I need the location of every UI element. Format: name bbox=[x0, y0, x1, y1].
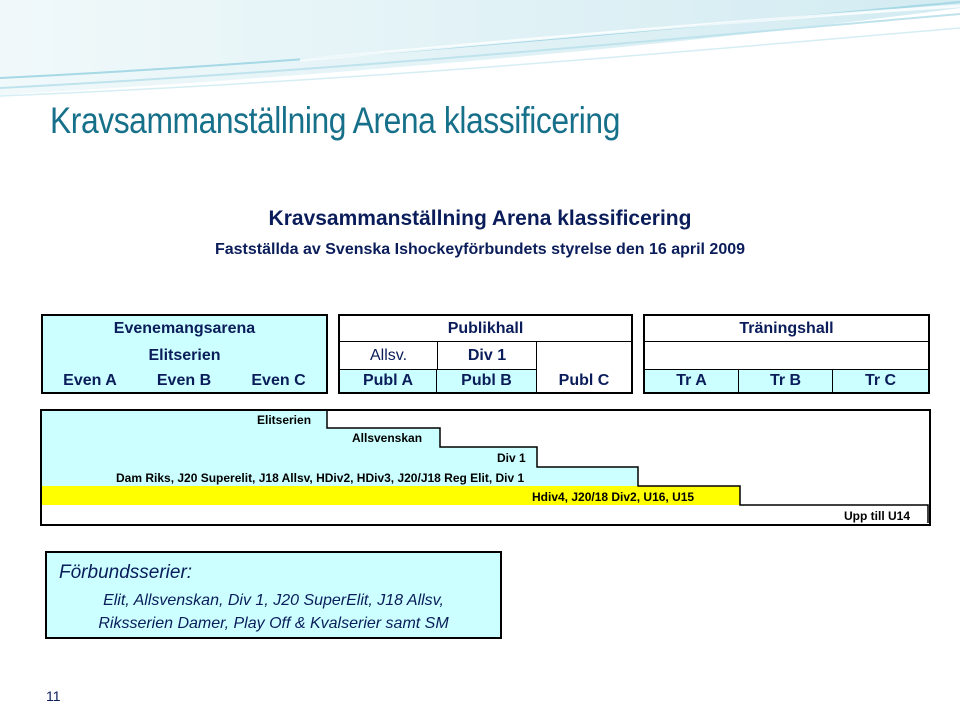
document-subtitle: Fastställda av Svenska Ishockeyförbundets styrelse den 16 april 2009 bbox=[214, 241, 746, 258]
forbundsserier-box bbox=[45, 551, 502, 639]
cell-publ-a: Publ A bbox=[340, 369, 437, 392]
traningshall-table bbox=[643, 314, 930, 394]
publikhall-div1: Div 1 bbox=[437, 342, 537, 369]
forbundsserier-title: Förbundsserier: bbox=[59, 562, 193, 583]
publikhall-allsv: Allsv. bbox=[340, 342, 437, 369]
cell-even-b: Even B bbox=[137, 369, 231, 392]
cell-even-c: Even C bbox=[231, 369, 326, 392]
ladder-div1: Div 1 bbox=[497, 451, 526, 465]
series-ladder bbox=[40, 409, 931, 527]
publikhall-header: Publikhall bbox=[340, 316, 631, 342]
cell-publ-c: Publ C bbox=[537, 369, 631, 392]
publikhall-table bbox=[338, 314, 633, 394]
forbundsserier-line-1: Elit, Allsvenskan, Div 1, J20 SuperElit, J18 Allsv, bbox=[103, 592, 444, 609]
forbundsserier-line-2: Riksserien Damer, Play Off & Kvalserier samt SM bbox=[98, 615, 449, 632]
cell-publ-b: Publ B bbox=[437, 369, 537, 392]
ladder-allsvenskan: Allsvenskan bbox=[352, 431, 423, 445]
traningshall-header: Träningshall bbox=[645, 316, 928, 342]
evenemangsarena-table bbox=[41, 314, 328, 394]
ladder-hdiv4: Hdiv4, J20/18 Div2, U16, U15 bbox=[532, 490, 695, 504]
header-swoosh-decoration bbox=[0, 0, 960, 110]
evenemangsarena-elitserien: Elitserien bbox=[43, 342, 326, 369]
evenemangsarena-header: Evenemangsarena bbox=[43, 316, 326, 342]
ladder-upp-till-u14: Upp till U14 bbox=[844, 509, 911, 523]
document-title: Kravsammanställning Arena klassificering bbox=[268, 207, 692, 230]
cell-tr-a: Tr A bbox=[645, 369, 739, 392]
page-number: 11 bbox=[46, 688, 61, 704]
cell-even-a: Even A bbox=[43, 369, 137, 392]
cell-tr-b: Tr B bbox=[739, 369, 833, 392]
ladder-elitserien: Elitserien bbox=[257, 413, 312, 427]
ladder-dam-riks: Dam Riks, J20 Superelit, J18 Allsv, HDiv2, HDiv3, J20/J18 Reg Elit, Div 1 bbox=[116, 471, 525, 485]
cell-tr-c: Tr C bbox=[833, 369, 928, 392]
traningshall-blank bbox=[645, 342, 928, 369]
slide-title: Kravsammanställning Arena klassificering bbox=[50, 100, 620, 141]
